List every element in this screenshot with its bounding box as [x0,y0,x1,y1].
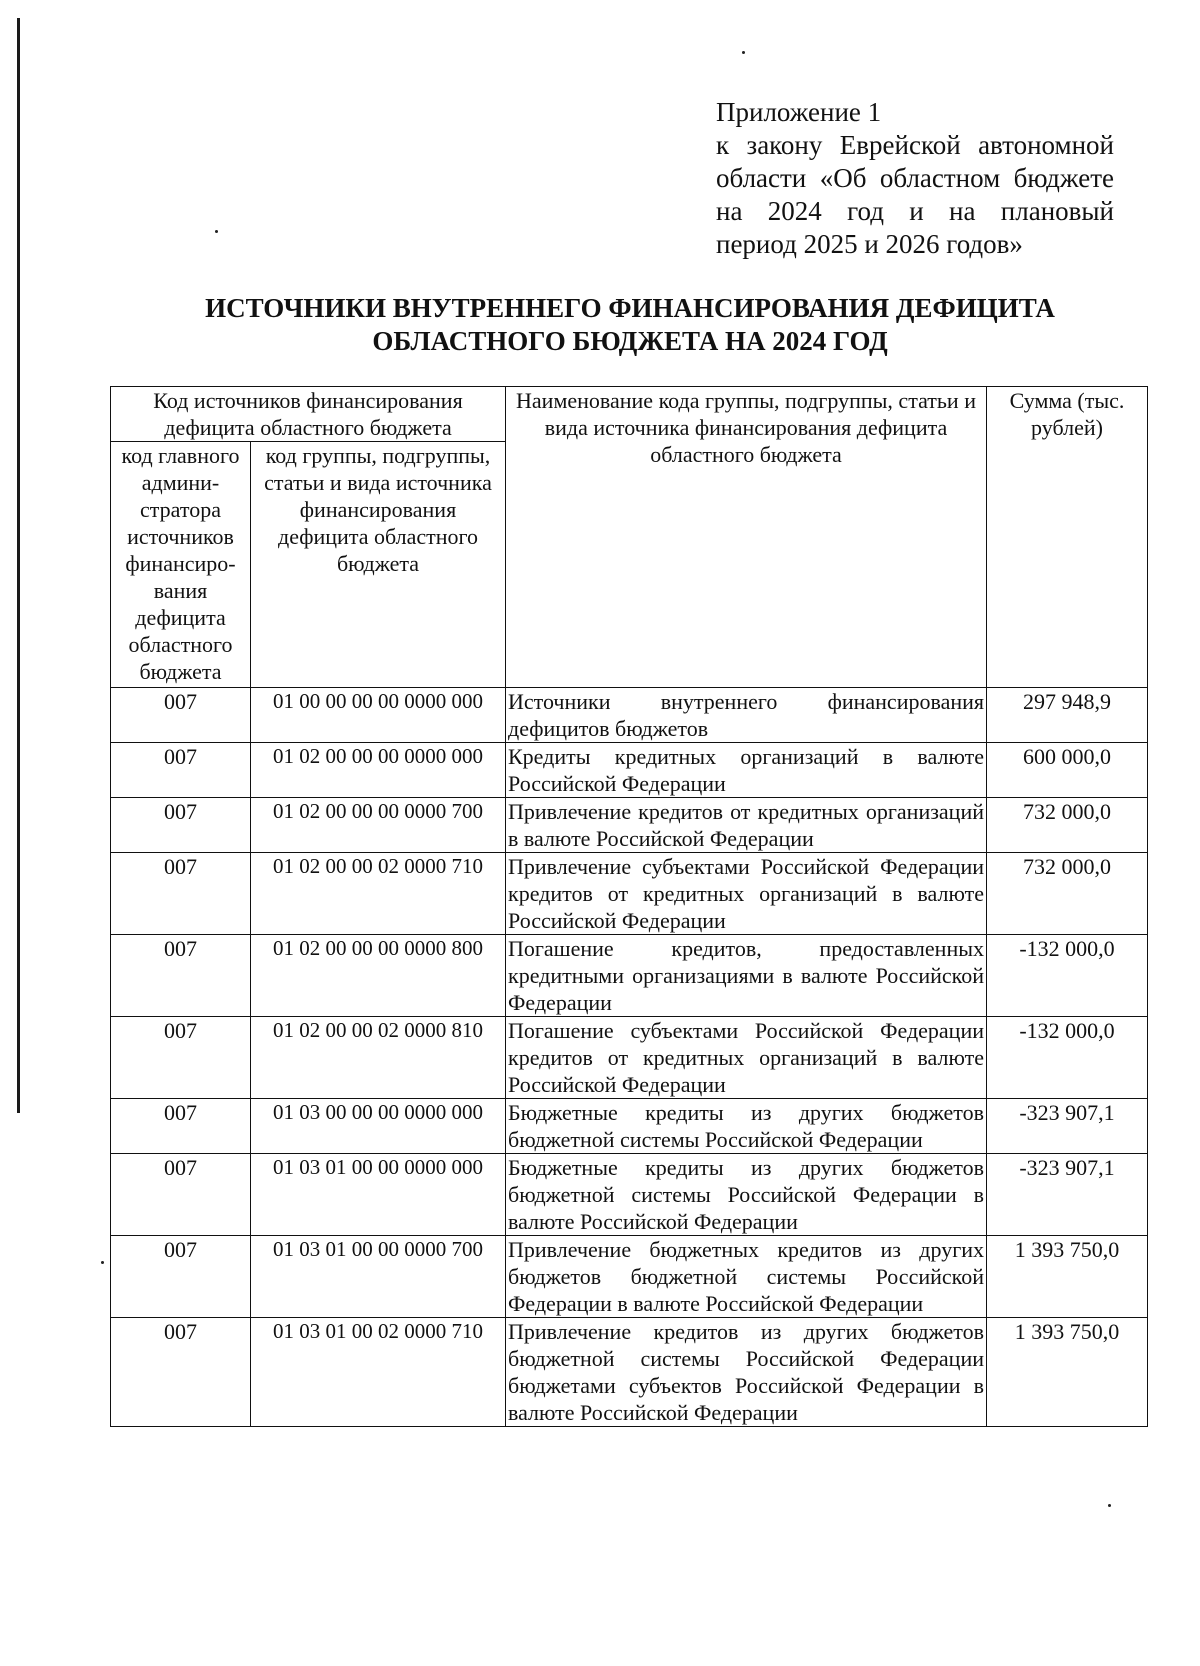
cell-source-name: Погашение кредитов, предоставленных кредитными организациями в валюте Российской Федерации [506,935,987,1017]
cell-admin-code: 007 [111,688,251,743]
cell-sum: 297 948,9 [987,688,1148,743]
financing-sources-table [110,386,1148,1427]
cell-source-code: 01 02 00 00 00 0000 800 [251,935,506,1017]
cell-source-code: 01 02 00 00 00 0000 700 [251,798,506,853]
scan-speck [215,230,218,233]
appendix-line: к закону Еврейской автономной [716,130,1114,160]
scan-speck [742,51,745,54]
table-row [111,935,1148,1017]
cell-sum: -132 000,0 [987,1017,1148,1099]
cell-source-name: Привлечение бюджетных кредитов из других бюджетов бюджетной системы Российской Федерации в валюте Российской Федерации [506,1236,987,1318]
title-line: ИСТОЧНИКИ ВНУТРЕННЕГО ФИНАНСИРОВАНИЯ ДЕФИЦИТА [205,293,1055,323]
appendix-line: Приложение 1 [716,97,882,127]
cell-admin-code: 007 [111,1099,251,1154]
cell-source-name: Привлечение кредитов от кредитных организаций в валюте Российской Федерации [506,798,987,853]
header-sum: Сумма (тыс. рублей) [987,387,1148,688]
cell-admin-code: 007 [111,935,251,1017]
cell-sum: -323 907,1 [987,1099,1148,1154]
cell-source-name: Привлечение кредитов из других бюджетов бюджетной системы Российской Федерации бюджетами субъектов Российской Федерации в валюте Российской Федерации [506,1318,987,1427]
table-row [111,688,1148,743]
cell-source-code: 01 03 01 00 00 0000 000 [251,1154,506,1236]
cell-sum: 732 000,0 [987,798,1148,853]
header-source-code-group: Код источников финансирования дефицита областного бюджета [111,387,506,442]
cell-source-name: Погашение субъектами Российской Федерации кредитов от кредитных организаций в валюте Российской Федерации [506,1017,987,1099]
cell-source-code: 01 02 00 00 02 0000 810 [251,1017,506,1099]
appendix-line: на 2024 год и на плановый [716,196,1114,226]
cell-source-name: Бюджетные кредиты из других бюджетов бюджетной системы Российской Федерации в валюте Российской Федерации [506,1154,987,1236]
cell-source-name: Бюджетные кредиты из других бюджетов бюджетной системы Российской Федерации [506,1099,987,1154]
appendix-line: период 2025 и 2026 годов» [716,229,1023,259]
cell-source-code: 01 03 00 00 00 0000 000 [251,1099,506,1154]
table-row [111,1099,1148,1154]
table-row [111,1318,1148,1427]
header-name: Наименование кода группы, подгруппы, статьи и вида источника финансирования дефицита областного бюджета [506,387,987,688]
table-row [111,1154,1148,1236]
header-admin-code: код главного админи-стратора источников финансиро-вания дефицита областного бюджета [111,442,251,688]
cell-admin-code: 007 [111,1236,251,1318]
cell-admin-code: 007 [111,1154,251,1236]
header-group-code: код группы, подгруппы, статьи и вида источника финансирования дефицита областного бюджета [251,442,506,688]
cell-admin-code: 007 [111,1318,251,1427]
cell-admin-code: 007 [111,1017,251,1099]
cell-sum: 1 393 750,0 [987,1236,1148,1318]
cell-sum: 732 000,0 [987,853,1148,935]
table-row [111,853,1148,935]
cell-source-code: 01 00 00 00 00 0000 000 [251,688,506,743]
title-line: ОБЛАСТНОГО БЮДЖЕТА НА 2024 ГОД [372,326,888,356]
table-row [111,1236,1148,1318]
cell-source-code: 01 03 01 00 02 0000 710 [251,1318,506,1427]
table-row [111,743,1148,798]
document-title [110,292,1150,358]
cell-source-name: Источники внутреннего финансирования дефицитов бюджетов [506,688,987,743]
cell-admin-code: 007 [111,853,251,935]
cell-source-name: Кредиты кредитных организаций в валюте Российской Федерации [506,743,987,798]
appendix-note [716,96,1114,261]
cell-sum: -323 907,1 [987,1154,1148,1236]
cell-sum: 1 393 750,0 [987,1318,1148,1427]
cell-sum: 600 000,0 [987,743,1148,798]
binding-margin-line [17,18,20,1113]
cell-admin-code: 007 [111,798,251,853]
header-row [111,387,1148,442]
table-row [111,798,1148,853]
scan-speck [101,1261,104,1264]
table-row [111,1017,1148,1099]
cell-source-code: 01 02 00 00 00 0000 000 [251,743,506,798]
cell-source-code: 01 03 01 00 00 0000 700 [251,1236,506,1318]
scan-speck [1108,1504,1111,1507]
cell-source-code: 01 02 00 00 02 0000 710 [251,853,506,935]
cell-source-name: Привлечение субъектами Российской Федерации кредитов от кредитных организаций в валюте Российской Федерации [506,853,987,935]
cell-sum: -132 000,0 [987,935,1148,1017]
appendix-line: области «Об областном бюджете [716,163,1114,193]
cell-admin-code: 007 [111,743,251,798]
